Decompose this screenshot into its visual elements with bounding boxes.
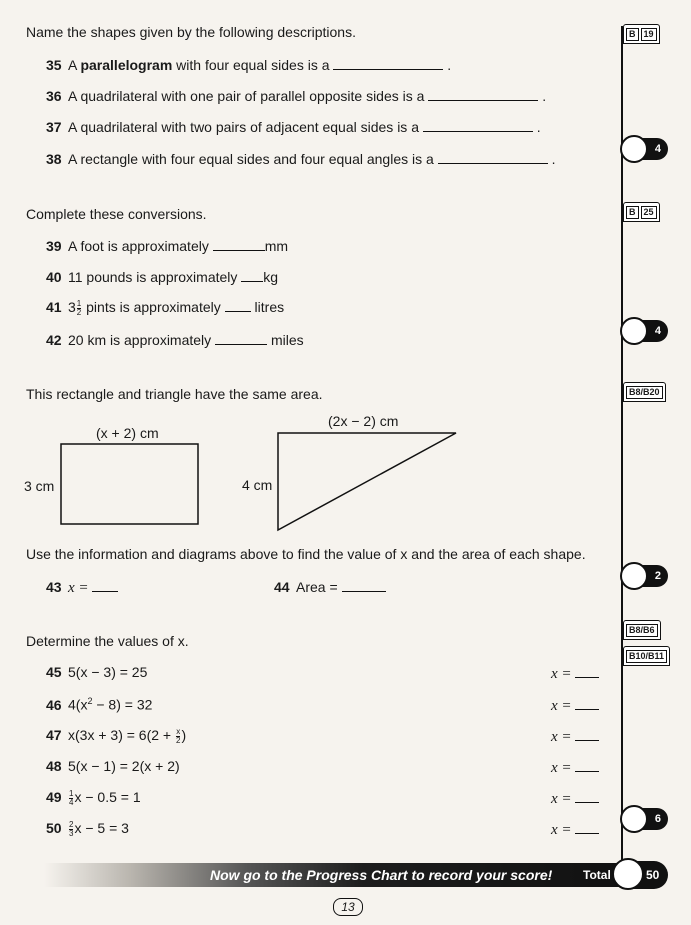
book-ref-icon: B 25 <box>623 202 660 222</box>
answer-slot-49: x = <box>551 789 599 808</box>
answer-blank[interactable] <box>215 331 267 345</box>
book-ref-icon: B10/B11 <box>623 646 670 666</box>
score-entry-circle[interactable] <box>620 135 648 163</box>
question-35: 35 A parallelogram with four equal sides is a . <box>46 57 452 73</box>
section-score-badge: 4 <box>622 138 668 160</box>
answer-blank[interactable] <box>92 578 118 592</box>
answer-slot-50: x = <box>551 820 599 839</box>
answer-blank[interactable] <box>241 268 263 282</box>
score-entry-circle[interactable] <box>620 562 648 590</box>
section-score-badge: 6 <box>622 808 668 830</box>
book-ref-icon: B 19 <box>623 24 660 44</box>
shapes-diagram <box>0 400 620 540</box>
question-47: 47 x(3x + 3) = 6(2 + $\frac{x}{2}$ ) <box>46 726 187 745</box>
fraction: $\frac{1}{4}$ <box>69 788 74 807</box>
progress-banner-text: Now go to the Progress Chart to record your score! <box>210 867 553 883</box>
question-40: 40 11 pounds is approximately kg <box>46 269 279 285</box>
answer-blank[interactable] <box>213 237 265 251</box>
section1-instruction: Name the shapes given by the following descriptions. <box>26 24 356 40</box>
fraction: $\frac{1}{2}$ <box>76 298 82 317</box>
question-37: 37 A quadrilateral with two pairs of adjacent equal sides is a . <box>46 119 541 135</box>
answer-slot-47: x = <box>551 727 599 746</box>
answer-blank[interactable] <box>428 87 538 101</box>
answer-slot-46: x = <box>551 696 599 715</box>
answer-blank[interactable] <box>575 758 599 772</box>
question-36: 36 A quadrilateral with one pair of parallel opposite sides is a . <box>46 88 547 104</box>
section2-instruction: Complete these conversions. <box>26 206 207 222</box>
score-entry-circle[interactable] <box>620 317 648 345</box>
page-number: 13 <box>333 898 363 916</box>
section3-instruction: This rectangle and triangle have the same area. <box>26 386 323 402</box>
question-45: 45 5(x − 3) = 25 <box>46 664 148 680</box>
triangle-height-label: 4 cm <box>242 477 273 493</box>
section-score-badge: 4 <box>622 320 668 342</box>
triangle-shape <box>278 433 456 530</box>
answer-blank[interactable] <box>575 727 599 741</box>
answer-blank[interactable] <box>575 696 599 710</box>
answer-blank[interactable] <box>438 150 548 164</box>
fraction: $\frac{x}{2}$ <box>176 726 181 745</box>
question-39: 39 A foot is approximately mm <box>46 238 289 254</box>
answer-blank[interactable] <box>575 789 599 803</box>
total-value: 50 <box>646 868 660 882</box>
answer-slot-48: x = <box>551 758 599 777</box>
answer-blank[interactable] <box>575 820 599 834</box>
question-43: 43 x = <box>46 578 118 597</box>
total-score-entry-circle[interactable] <box>612 858 644 890</box>
question-38: 38 A rectangle with four equal sides and four equal angles is a . <box>46 151 556 167</box>
question-49: 49 $\frac{1}{4}$ x − 0.5 = 1 <box>46 788 141 807</box>
rect-height-label: 3 cm <box>24 478 55 494</box>
answer-blank[interactable] <box>333 56 443 70</box>
triangle-base-label: (2x − 2) cm <box>328 413 399 429</box>
section4-instruction: Determine the values of x. <box>26 633 189 649</box>
total-label: Total <box>583 868 611 882</box>
answer-slot-45: x = <box>551 664 599 683</box>
answer-blank[interactable] <box>575 664 599 678</box>
question-46: 46 $4(x^2 - 8) = 32$ <box>46 696 153 713</box>
section3-instruction2: Use the information and diagrams above to find the value of x and the area of each shape. <box>26 546 586 562</box>
question-50: 50 $\frac{2}{3}$ x − 5 = 3 <box>46 819 129 838</box>
score-entry-circle[interactable] <box>620 805 648 833</box>
book-ref-icon: B8/B6 <box>623 620 661 640</box>
book-ref-icon: B8/B20 <box>623 382 666 402</box>
answer-blank[interactable] <box>342 578 386 592</box>
question-42: 42 20 km is approximately miles <box>46 332 304 348</box>
section-score-badge: 2 <box>622 565 668 587</box>
question-41: 41 3 $\frac{1}{2}$ pints is approximately litres <box>46 298 285 317</box>
question-number: 35 <box>46 57 62 73</box>
question-44: 44 Area = <box>274 578 386 595</box>
rect-width-label: (x + 2) cm <box>96 425 159 441</box>
question-48: 48 5(x − 1) = 2(x + 2) <box>46 758 180 774</box>
answer-blank[interactable] <box>225 298 251 312</box>
fraction: $\frac{2}{3}$ <box>69 819 74 838</box>
rectangle-shape <box>61 444 198 524</box>
answer-blank[interactable] <box>423 118 533 132</box>
